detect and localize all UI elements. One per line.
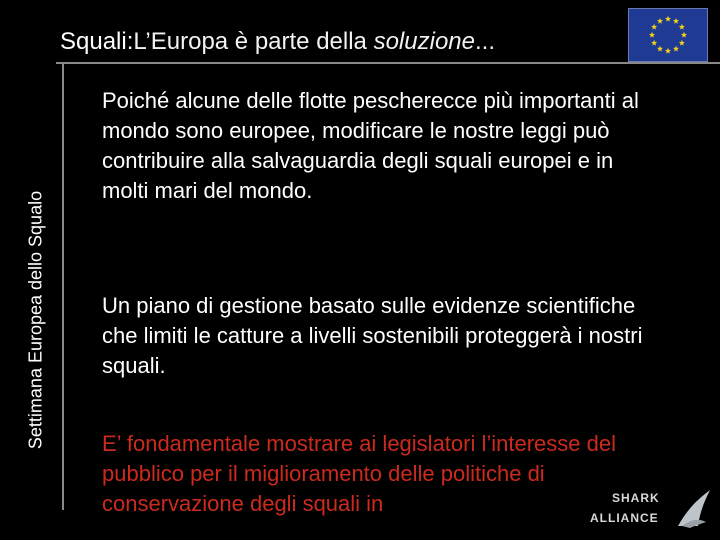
- eu-flag-icon: [628, 8, 708, 62]
- slide-title: [60, 28, 495, 56]
- title-emphasis: soluzione: [373, 28, 475, 55]
- flag-star-icon: [665, 16, 671, 22]
- flag-star-icon: [673, 18, 679, 24]
- flag-star-icon: [681, 32, 687, 38]
- title-divider: [56, 62, 720, 64]
- logo-line-2: ALLIANCE: [590, 511, 659, 525]
- logo-line-1: SHARK: [612, 491, 660, 505]
- eu-flag-graphic: [629, 9, 707, 61]
- side-divider: [62, 64, 64, 510]
- flag-star-icon: [649, 32, 655, 38]
- title-lead: Squali:: [60, 28, 134, 55]
- flag-star-icon: [651, 40, 657, 46]
- flag-star-icon: [665, 48, 671, 54]
- flag-star-icon: [679, 40, 685, 46]
- title-rest: L’Europa è parte della: [133, 28, 374, 55]
- flag-star-icon: [657, 18, 663, 24]
- paragraph-2: Un piano di gestione basato sulle evidenze scientifiche che limiti le catture a livelli sostenibili proteggerà i nostri squali.: [102, 293, 643, 378]
- title-tail: ...: [474, 28, 495, 55]
- flag-star-icon: [679, 24, 685, 30]
- logo-graphic: [582, 482, 714, 530]
- flag-star-icon: [673, 46, 679, 52]
- shark-alliance-logo: [582, 482, 714, 530]
- side-label: Settimana Europea dello Squalo: [25, 190, 46, 450]
- paragraph-3: E’ fondamentale mostrare ai legislatori l’interesse del pubblico per il miglioramento delle politiche di conservazione degli squali in: [102, 431, 616, 516]
- paragraph-1: Poiché alcune delle flotte pescherecce più importanti al mondo sono europee, modificare le nostre leggi può contribuire alla salvaguardia degli squali europei e in molti mari del mondo.: [102, 88, 639, 203]
- flag-star-icon: [657, 46, 663, 52]
- flag-star-icon: [651, 24, 657, 30]
